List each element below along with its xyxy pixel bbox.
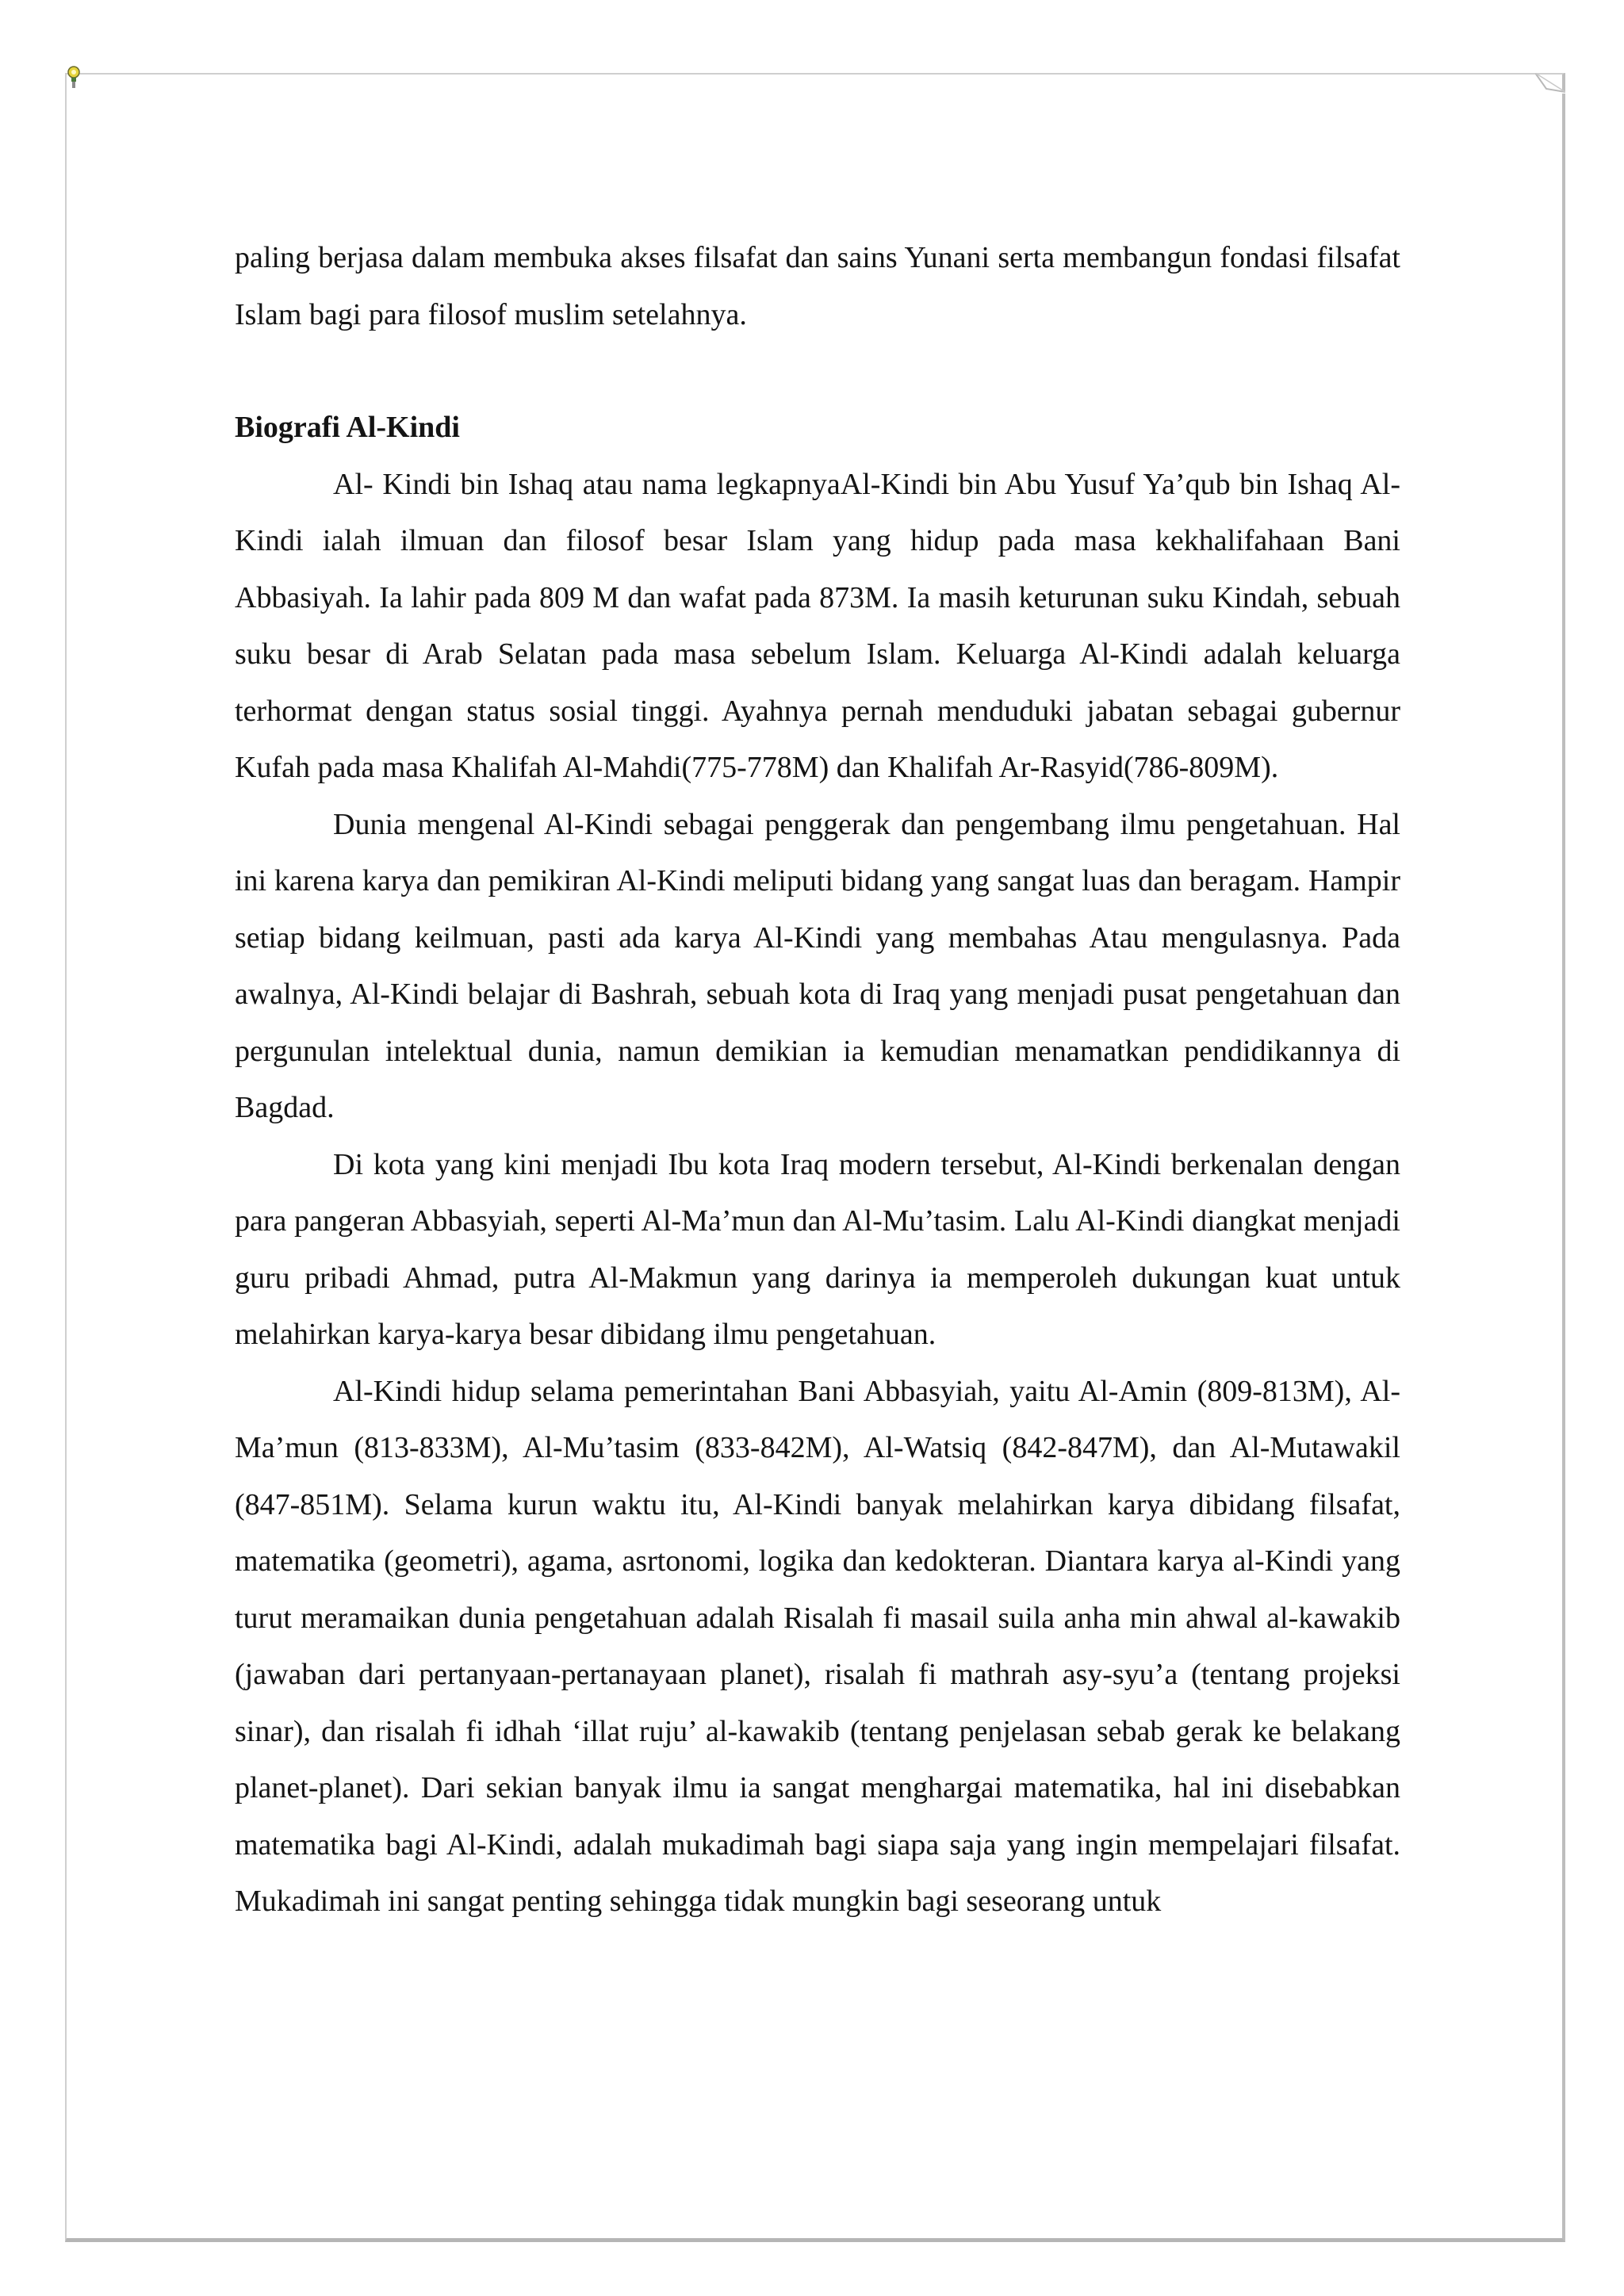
- page-fold-icon: [1535, 73, 1565, 94]
- opening-paragraph: paling berjasa dalam membuka akses filsafat dan sains Yunani serta membangun fondasi filsafat Islam bagi para filosof muslim setelahnya.: [235, 241, 1400, 331]
- section-heading: Biografi Al-Kindi: [235, 411, 460, 444]
- pin-marker-icon[interactable]: [65, 65, 82, 92]
- body-paragraph-biography: Al- Kindi bin Ishaq atau nama legkapnyaAl-Kindi bin Abu Yusuf Ya’qub bin Ishaq Al-Kindi ialah ilmuan dan filosof besar Islam yang hidup pada masa kekhalifahaan Bani Abbasiyah. Ia lahir pada 809 M dan wafat pada 873M. Ia masih keturunan suku Kindah, sebuah suku besar di Arab Selatan pada masa sebelum Islam. Keluarga Al-Kindi adalah keluarga terhormat dengan status sosial tinggi. Ayahnya pernah menduduki jabatan sebagai gubernur Kufah pada masa Khalifah Al-Mahdi(775-778M) dan Khalifah Ar-Rasyid(786-809M).: [235, 467, 1400, 784]
- body-paragraph-baghdad: Di kota yang kini menjadi Ibu kota Iraq modern tersebut, Al-Kindi berkenalan dengan para pangeran Abbasyiah, seperti Al-Ma’mun dan Al-Mu’tasim. Lalu Al-Kindi diangkat menjadi guru pribadi Ahmad, putra Al-Makmun yang darinya ia memperoleh dukungan kuat untuk melahirkan karya-karya besar dibidang ilmu pengetahuan.: [235, 1147, 1400, 1351]
- document-body: [235, 230, 1400, 1931]
- body-paragraph-works: Al-Kindi hidup selama pemerintahan Bani Abbasyiah, yaitu Al-Amin (809-813M), Al-Ma’mun (813-833M), Al-Mu’tasim (833-842M), Al-Watsiq (842-847M), dan Al-Mutawakil (847-851M). Selama kurun waktu itu, Al-Kindi banyak melahirkan karya dibidang filsafat, matematika (geometri), agama, asrtonomi, logika dan kedokteran. Diantara karya al-Kindi yang turut meramaikan dunia pengetahuan adalah Risalah fi masail suila anha min ahwal al-kawakib (jawaban dari pertanyaan-pertanayaan planet), risalah fi mathrah asy-syu’a (tentang projeksi sinar), dan risalah fi idhah ‘illat ruju’ al-kawakib (tentang penjelasan sebab gerak ke belakang planet-planet). Dari sekian banyak ilmu ia sangat menghargai matematika, hal ini disebabkan matematika bagi Al-Kindi, adalah mukadimah bagi siapa saja yang ingin mempelajari filsafat. Mukadimah ini sangat penting sehingga tidak mungkin bagi seseorang untuk: [235, 1374, 1400, 1918]
- body-paragraph-education: Dunia mengenal Al-Kindi sebagai penggerak dan pengembang ilmu pengetahuan. Hal ini karena karya dan pemikiran Al-Kindi meliputi bidang yang sangat luas dan beragam. Hampir setiap bidang keilmuan, pasti ada karya Al-Kindi yang membahas Atau mengulasnya. Pada awalnya, Al-Kindi belajar di Bashrah, sebuah kota di Iraq yang menjadi pusat pengetahuan dan pergunulan intelektual dunia, namun demikian ia kemudian menamatkan pendidikannya di Bagdad.: [235, 807, 1400, 1124]
